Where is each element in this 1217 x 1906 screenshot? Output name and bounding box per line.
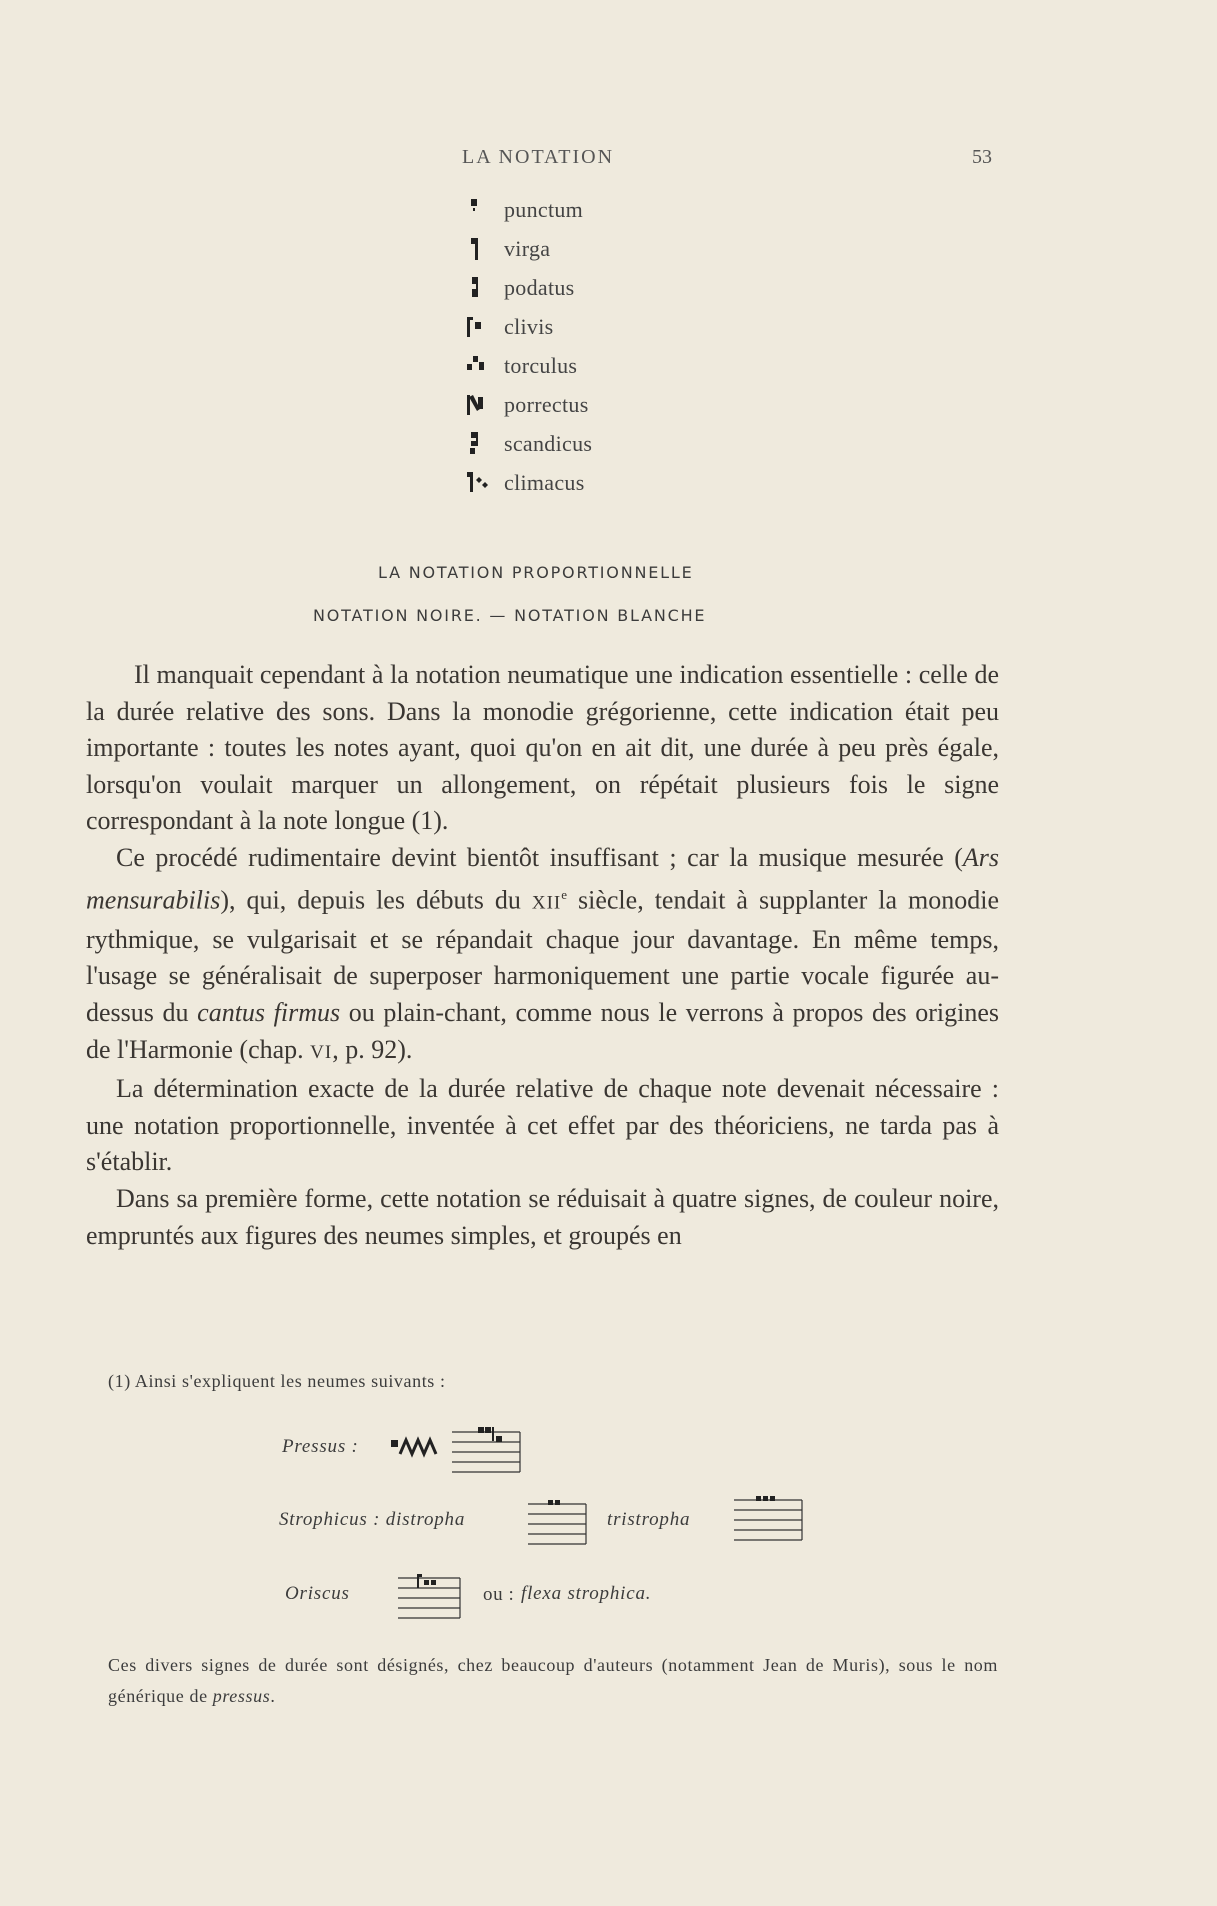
text-run: siècle, tendait à supplanter la monodie rythmique, se vulgarisait et se répandait chaque jour davantage. En même temps, l'usage se généralisait de superposer harmoniquement une partie vocale figurée au-dessus du (86, 885, 1000, 1027)
paragraph: La détermination exacte de la durée relative de chaque note devenait nécessaire : une notation proportionnelle, inventée à cet effet par des théoriciens, ne tarda pas à s'établir. (86, 1074, 999, 1177)
italic-term: cantus firmus (197, 998, 341, 1027)
tristropha-staff-example (734, 1492, 806, 1542)
text-run: ), qui, depuis les débuts du (220, 885, 532, 915)
paragraph: Il manquait cependant à la notation neumatique une indication essentielle : celle de la durée relative des sons. Dans la monodie grégorienne, cette indication était peu importante : toutes les notes ayant, quoi qu'on en ait dit, une durée à peu près égale, lorsqu'on voulait marquer un allongement, on répétait plusieurs fois le signe correspondant à la note longue (1). (86, 660, 999, 836)
paragraph (86, 840, 999, 1071)
clivis-neume-icon (460, 311, 504, 343)
virga-neume-icon (460, 233, 504, 265)
neume-name: clivis (504, 314, 554, 339)
punctum-neume-icon (460, 194, 504, 226)
italic-term: pressus (212, 1686, 271, 1706)
scandicus-neume-icon (460, 428, 504, 460)
pressus-neume-icon (390, 1432, 440, 1462)
paragraph: Dans sa première forme, cette notation se réduisait à quatre signes, de couleur noire, empruntés aux figures des neumes simples, et groupés en (86, 1183, 999, 1250)
text-run: Ce procédé rudimentaire devint bientôt insuffisant ; car la musique mesurée ( (116, 842, 963, 872)
oriscus-staff-example (398, 1570, 464, 1620)
oriscus-label: Oriscus (285, 1583, 350, 1604)
porrectus-neume-icon (460, 389, 504, 421)
neume-name: porrectus (504, 392, 589, 417)
text-run: . (270, 1686, 276, 1706)
page-number: 53 (972, 146, 992, 168)
footnote-intro: (1) Ainsi s'expliquent les neumes suivants : (108, 1371, 446, 1391)
superscript: e (561, 886, 568, 902)
neume-name: podatus (504, 275, 575, 300)
neume-name: punctum (504, 197, 584, 222)
neume-name: virga (504, 236, 551, 261)
neume-row (460, 194, 583, 226)
text-run: , p. 92). (332, 1034, 413, 1064)
neume-row (460, 389, 589, 421)
pressus-label: Pressus : (282, 1436, 359, 1457)
neume-name: scandicus (504, 431, 593, 456)
flexa-strophica-label: flexa strophica. (521, 1583, 652, 1604)
section-subheading: NOTATION NOIRE. — NOTATION BLANCHE (313, 606, 707, 625)
text-run: Ces divers signes de durée sont désignés, chez beaucoup d'auteurs (notamment Jean de Muris), sous le nom générique de (108, 1655, 998, 1706)
body-text (86, 657, 999, 1254)
neume-row (460, 233, 550, 265)
text-run: ou plain-chant, comme nous le verrons à propos des origines de l'Harmonie (chap. (86, 998, 999, 1064)
climacus-neume-icon (460, 467, 504, 499)
neume-name: climacus (504, 470, 585, 495)
tristropha-label: tristropha (607, 1509, 691, 1530)
neume-row (460, 311, 553, 343)
neume-name: torculus (504, 353, 578, 378)
roman-numeral: VI (310, 1041, 333, 1063)
podatus-neume-icon (460, 272, 504, 304)
running-header-title: LA NOTATION (462, 146, 615, 168)
ou-label: ou : (483, 1584, 515, 1605)
section-heading: LA NOTATION PROPORTIONNELLE (378, 563, 694, 582)
pressus-staff-example (452, 1424, 524, 1474)
torculus-neume-icon (460, 350, 504, 382)
strophicus-label: Strophicus : distropha (279, 1509, 466, 1530)
neume-row (460, 272, 575, 304)
roman-numeral: XII (531, 892, 562, 914)
italic-term: Ars mensurabilis (86, 842, 999, 915)
neume-row (460, 350, 577, 382)
footnote-closing (108, 1650, 998, 1712)
distropha-staff-example (528, 1496, 590, 1546)
neume-row (460, 467, 585, 499)
neume-row (460, 428, 592, 460)
